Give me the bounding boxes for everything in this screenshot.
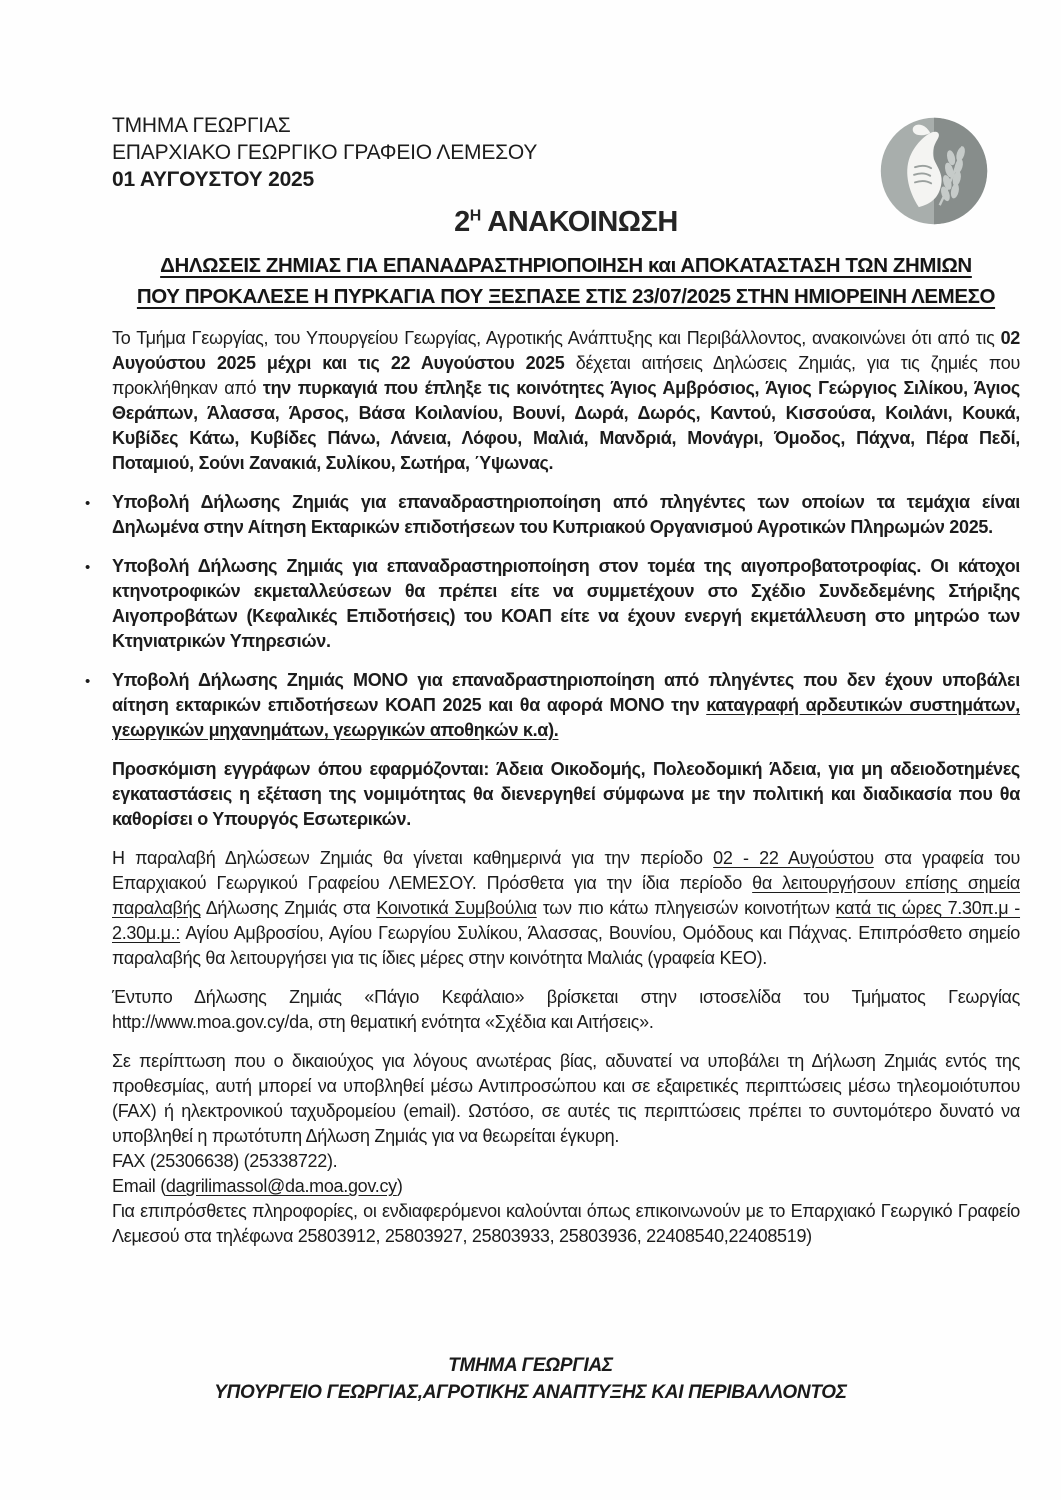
footer-ministry: ΥΠΟΥΡΓΕΙΟ ΓΕΩΡΓΙΑΣ,ΑΓΡΟΤΙΚΗΣ ΑΝΑΠΤΥΞΗΣ ΚΑΙ ΠΕΡΙΒΑΛΛΟΝΤΟΣ — [214, 1382, 847, 1403]
document-body — [85, 326, 1021, 1249]
text-run: Έντυπο Δήλωσης Ζημιάς «Πάγιο Κεφάλαιο» βρίσκεται στην ιστοσελίδα του Τμήματος Γεωργίας http://www.moa.gov.cy/da, στη θεματική ενότητα «Σχέδια και Αιτήσεις». — [112, 987, 1020, 1032]
intro-paragraph — [112, 326, 1020, 476]
text-run: FAX (25306638) (25338722). — [112, 1151, 338, 1171]
document-title-line-2: ΠΟΥ ΠΡΟΚΑΛΕΣΕ Η ΠΥΡΚΑΓΙΑ ΠΟΥ ΞΕΣΠΑΣΕ ΣΤΙΣ 23/07/2025 ΣΤΗΝ ΗΜΙΟΡΕΙΝΗ ΛΕΜΕΣΟ — [136, 285, 996, 308]
announcement-number: 2 — [454, 206, 470, 238]
fax-line — [112, 1149, 1020, 1174]
text-run: καταγραφή αρδευτικών συστημάτων, γεωργικών μηχανημάτων, γεωργικών αποθηκών κ.α). — [112, 695, 1021, 740]
text-run: 02 - 22 Αυγούστου — [713, 848, 874, 868]
bullet-no-koap-application — [85, 668, 1020, 743]
document-title — [112, 250, 1020, 312]
text-run: δέχεται αιτήσεις Δηλώσεις Ζημιάς, για τις ζημιές που προκλήθηκαν από — [112, 353, 1020, 398]
text-run: θα λειτουργήσουν επίσης σημεία παραλαβής — [112, 873, 1020, 918]
form-location-paragraph — [112, 985, 1020, 1035]
announcement-ordinal-superscript: Η — [469, 207, 481, 225]
documents-paragraph — [112, 757, 1020, 832]
text-run: Email ( — [112, 1176, 166, 1196]
footer-department: ΤΜΗΜΑ ΓΕΩΡΓΙΑΣ — [448, 1355, 613, 1376]
bullet-marker-icon: • — [85, 495, 90, 512]
text-run: κατά τις ώρες 7.30π.μ - 2.30μ.μ.: — [112, 898, 1021, 943]
header-office: ΕΠΑΡΧΙΑΚΟ ΓΕΩΡΓΙΚΟ ΓΡΑΦΕΙΟ ΛΕΜΕΣΟΥ — [112, 141, 538, 164]
text-run: Δήλωσης Ζημιάς στα — [200, 898, 377, 918]
bullet-text — [112, 668, 1020, 743]
bullet-marker-icon: • — [85, 673, 90, 690]
text-run: Για επιπρόσθετες πληροφορίες, οι ενδιαφερόμενοι καλούνται όπως επικοινωνούν με το Επαρχιακό Γεωργικό Γραφείο Λεμεσού στα τηλέφωνα 25803912, 25803927, 25803933, 25803936, 22408540,22408519) — [112, 1201, 1020, 1246]
text-run: των πιο κάτω πληγεισών κοινοτήτων — [536, 898, 836, 918]
text-run: Υποβολή Δήλωσης Ζημιάς ΜΟΝΟ για επαναδραστηριοποίηση από πληγέντες που δεν έχουν υποβάλει αίτηση εκταρικών επιδοτήσεων ΚΟΑΠ 2025 και θα αφορά ΜΟΝΟ την — [112, 670, 1020, 715]
bullet-text — [112, 554, 1020, 654]
page-footer — [0, 1352, 1061, 1406]
text-run: Σε περίπτωση που ο δικαιούχος για λόγους ανωτέρας βίας, αδυνατεί να υποβάλει τη Δήλωση Ζημιάς εντός της προθεσμίας, αυτή μπορεί να υποβληθεί μέσω Αντιπροσώπου και σε εξαιρετικές περιπτώσεις μέσω τηλεομοιότυπου (FAX) ή ηλεκτρονικού ταχυδρομείου (email). Ωστόσο, σε αυτές τις περιπτώσεις πρέπει το συντομότερο δυνατό να υποβληθεί η πρωτότυπη Δήλωση Ζημιάς για να θεωρείται έγκυρη. — [112, 1051, 1020, 1146]
text-run: Υποβολή Δήλωσης Ζημιάς για επαναδραστηριοποίηση από πληγέντες των οποίων τα τεμάχια είναι Δηλωμένα στην Αίτηση Εκταρικών επιδοτήσεων του Κυπριακού Οργανισμού Αγροτικών Πληρωμών 2025. — [112, 492, 1020, 537]
text-run: στα γραφεία του Επαρχιακού Γεωργικού Γραφείου ΛΕΜΕΣΟΥ. Πρόσθετα για την ίδια περίοδο — [112, 848, 1021, 893]
email-address: dagrilimassol@da.moa.gov.cy — [165, 1176, 397, 1196]
bullet-livestock — [85, 554, 1020, 654]
bullet-text — [112, 490, 1020, 540]
announcement-heading — [112, 206, 1020, 239]
bullet-hectare-declared — [85, 490, 1020, 540]
header-department: ΤΜΗΜΑ ΓΕΩΡΓΙΑΣ — [112, 114, 291, 137]
contact-phones-paragraph — [112, 1199, 1020, 1249]
text-run: Η παραλαβή Δηλώσεων Ζημιάς θα γίνεται καθημερινά για την περίοδο — [112, 848, 714, 868]
text-run: 02 Αυγούστου 2025 μέχρι και τις 22 Αυγούστου 2025 — [112, 328, 1020, 373]
text-run: Αγίου Αμβροσίου, Αγίου Γεωργίου Συλίκου, Άλασσας, Βουνίου, Ομόδους και Πάχνας. Επιπρόσθετο σημείο παραλαβής θα λειτουργήσει για τις ίδιες μέρες στην κοινότητα Μαλιάς (γραφεία ΚΕΟ). — [112, 923, 1020, 968]
header-date: 01 ΑΥΓΟΥΣΤΟΥ 2025 — [112, 168, 315, 191]
text-run: Προσκόμιση εγγράφων όπου εφαρμόζονται: Άδεια Οικοδομής, Πολεοδομική Άδεια, για μη αδειοδοτημένες εγκαταστάσεις η εξέταση της νομιμότητας θα διενεργηθεί σύμφωνα με την πολιτική και διαδικασία που θα καθορίσει ο Υπουργός Εσωτερικών. — [112, 759, 1020, 829]
text-run: ) — [396, 1176, 403, 1196]
text-run: Το Τμήμα Γεωργίας, του Υπουργείου Γεωργίας, Αγροτικής Ανάπτυξης και Περιβάλλοντος, ανακοινώνει ότι από τις — [112, 328, 1001, 348]
text-run: Κοινοτικά Συμβούλια — [376, 898, 537, 918]
text-run: Υποβολή Δήλωσης Ζημιάς για επαναδραστηριοποίηση στον τομέα της αιγοπροβατοτροφίας. Οι κάτοχοι κτηνοτροφικών εκμεταλλεύσεων θα πρέπει είτε να συμμετέχουν στο Σχέδιο Συνδεδεμένης Στήριξης Αιγοπροβάτων (Κεφαλικές Επιδοτήσεις) του ΚΟΑΠ είτε να έχουν ενεργή εκμετάλλευση στο μητρώο των Κτηνιατρικών Υπηρεσιών. — [112, 556, 1020, 651]
force-majeure-paragraph — [112, 1049, 1020, 1149]
bullet-marker-icon: • — [85, 559, 90, 576]
email-line — [112, 1174, 1020, 1199]
document-title-line-1: ΔΗΛΩΣΕΙΣ ΖΗΜΙΑΣ ΓΙΑ ΕΠΑΝΑΔΡΑΣΤΗΡΙΟΠΟΙΗΣΗ και ΑΠΟΚΑΤΑΣΤΑΣΗ ΤΩΝ ΖΗΜΙΩΝ — [160, 254, 972, 277]
reception-paragraph — [112, 846, 1020, 971]
text-run: την πυρκαγιά που έπληξε τις κοινότητες Άγιος Αμβρόσιος, Άγιος Γεώργιος Σιλίκου, Άγιος Θεράπων, Άλασσα, Άρσος, Βάσα Κοιλανίου, Βουνί, Δωρά, Δωρός, Καντού, Κισσούσα, Κοιλάνι, Κουκά, Κυβίδες Κάτω, Κυβίδες Πάνω, Λάνεια, Λόφου, Μαλιά, Μανδριά, Μονάγρι, Όμοδος, Πάχνα, Πέρα Πεδί, Ποταμιού, Σούνι Ζανακιά, Συλίκου, Σωτήρα, Ύψωνας. — [112, 378, 1020, 473]
announcement-label: ΑΝΑΚΟΙΝΩΣΗ — [480, 206, 678, 238]
